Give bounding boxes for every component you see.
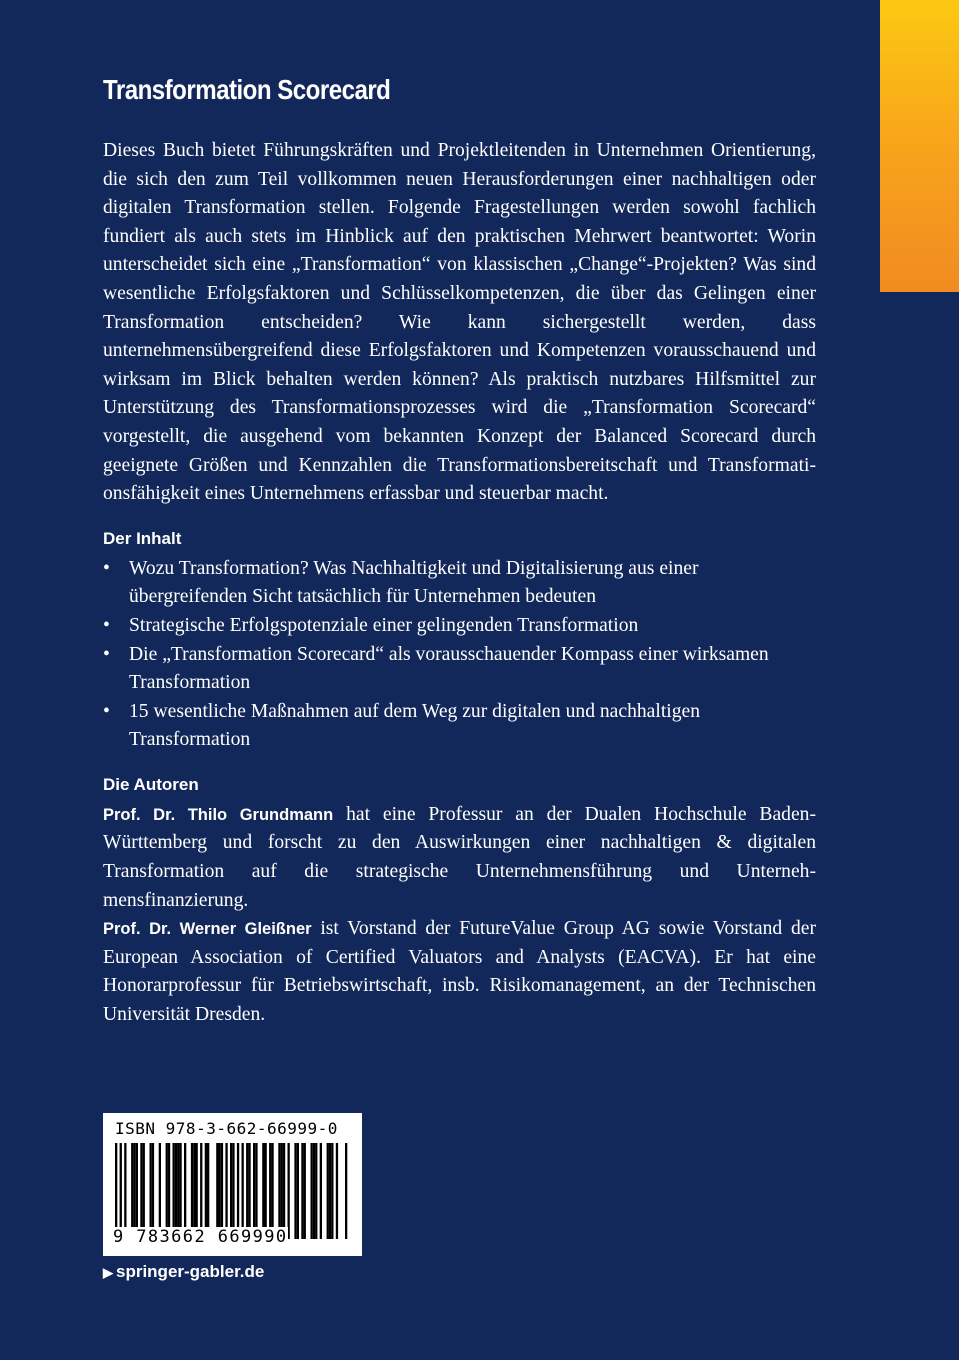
author-bio-gleissner [103,915,816,1029]
bullet-icon: • [103,700,110,722]
author-text: hat eine Professur an der Dualen Hochschule Baden-Württemberg und forscht zu den Auswirkungen einer nachhaltigen & digitalen Transformation auf die strategische Unternehmensführung und Unternehmensfinanzierung. [103,803,816,911]
barcode-bars-icon [115,1143,351,1239]
publisher-website[interactable]: ▶ springer-gabler.de [103,1262,265,1281]
isbn-label: ISBN 978-3-662-66999-0 [115,1119,338,1138]
arrow-right-icon: ▶ [103,1265,113,1280]
list-item: • Strategische Erfolgspotenziale einer gelingenden Transformation [103,612,816,641]
orange-accent-bar [880,0,959,292]
inhalt-list [103,555,816,755]
book-title: Transformation Scorecard [103,74,391,105]
bullet-icon: • [103,614,110,636]
bullet-icon: • [103,643,110,665]
author-name: Prof. Dr. Werner Gleißner [103,920,312,939]
back-cover-content [103,70,816,1030]
intro-paragraph: Dieses Buch bietet Führungskräften und Projektleitenden in Unternehmen Orientierung, die sich den zum Teil vollkommen neuen Herausforderungen einer nachhaltigen oder digitalen Transformation stellen. Folgende Fragestellungen werden sowohl fachlich fundiert als auch stets im Hinblick auf den praktischen Mehrwert beantwortet: Worin unterscheidet sich eine „Transformation“ von klassischen „Change“-Projekten? Was sind wesentliche Erfolgsfaktoren und Schlüsselkompetenzen, die über das Gelingen einer Transformation entscheiden? Wie kann sichergestellt werden, dass unternehmensübergreifend diese Erfolgsfaktoren und Kompetenzen vorausschauend und wirksam im Blick behalten werden können? Als praktisch nutzbares Hilfsmittel zur Unterstützung des Transformationsprozesses wird die „Transformation Scorecard“ vorgestellt, die ausgehend vom bekannten Konzept der Balanced Scorecard durch geeignete Größen und Kennzahlen die Transformationsbereitschaft und Transformationsfähigkeit eines Unternehmens erfassbar und steuerbar macht. [103,140,816,505]
list-item: • Die „Transformation Scorecard“ als vorausschauender Kompass einer wirksamen Transformation [103,641,816,698]
author-name: Prof. Dr. Thilo Grundmann [103,805,334,824]
inhalt-heading: Der Inhalt [103,528,182,548]
author-bio-grundmann [103,801,816,915]
bullet-icon: • [103,557,110,579]
autoren-heading: Die Autoren [103,774,199,794]
barcode-digits: 9 783662 669990 [113,1227,288,1247]
author-text: ist Vorstand der FutureValue Group AG sowie Vorstand der European Association of Certified Valuators and Analysts (EACVA). Er hat eine Honorarprofessur für Betriebswirtschaft, insb. Risikomanagement, an der Technischen Universität Dresden. [103,918,816,1026]
list-item: • Wozu Transformation? Was Nachhaltigkeit und Digitalisierung aus einer übergreifenden Sicht tatsächlich für Unternehmen bedeuten [103,555,816,612]
list-item: • 15 wesentliche Maßnahmen auf dem Weg zur digitalen und nachhaltigen Transformation [103,698,816,755]
isbn-barcode [103,1113,362,1256]
